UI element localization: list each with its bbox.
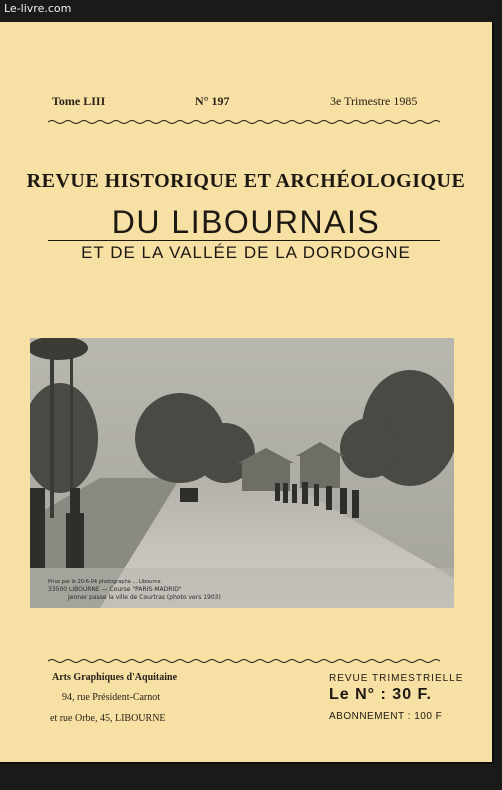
issue-number: N° 197 — [195, 94, 230, 108]
issue-price: Le N° : 30 F. — [329, 686, 432, 703]
issue-tome: Tome LIII — [52, 94, 106, 108]
printer-address-2: et rue Orbe, 45, LIBOURNE — [50, 713, 166, 724]
printer-address-1: 94, rue Président-Carnot — [62, 692, 161, 703]
caption-line-2: 33500 LIBOURNE — Course "PARIS-MADRID" — [48, 586, 182, 593]
title-dordogne: ET DE LA VALLÉE DE LA DORDOGNE — [81, 243, 411, 262]
caption-line-3: Jenner passe la ville de Courtras (photo vers 1903) — [68, 594, 221, 601]
wavy-divider-bottom — [48, 658, 440, 664]
watermark-text: Le-livre.com — [4, 2, 72, 15]
issue-trimester: 3e Trimestre 1985 — [330, 94, 418, 108]
street-scene-illustration — [30, 338, 454, 608]
magazine-cover — [0, 22, 492, 762]
caption-line-1: Prise par le 20-6-04 photographe ... Libourne — [48, 579, 161, 585]
wavy-divider-top — [48, 119, 440, 125]
printer-name: Arts Graphiques d'Aquitaine — [52, 672, 178, 683]
title-revue: REVUE HISTORIQUE ET ARCHÉOLOGIQUE — [26, 170, 466, 192]
subscription-price: ABONNEMENT : 100 F — [329, 711, 443, 722]
title-libournais: DU LIBOURNAIS — [111, 204, 381, 240]
revue-type: REVUE TRIMESTRIELLE — [329, 673, 464, 684]
cover-photo — [30, 338, 454, 608]
title-rule — [48, 240, 440, 241]
